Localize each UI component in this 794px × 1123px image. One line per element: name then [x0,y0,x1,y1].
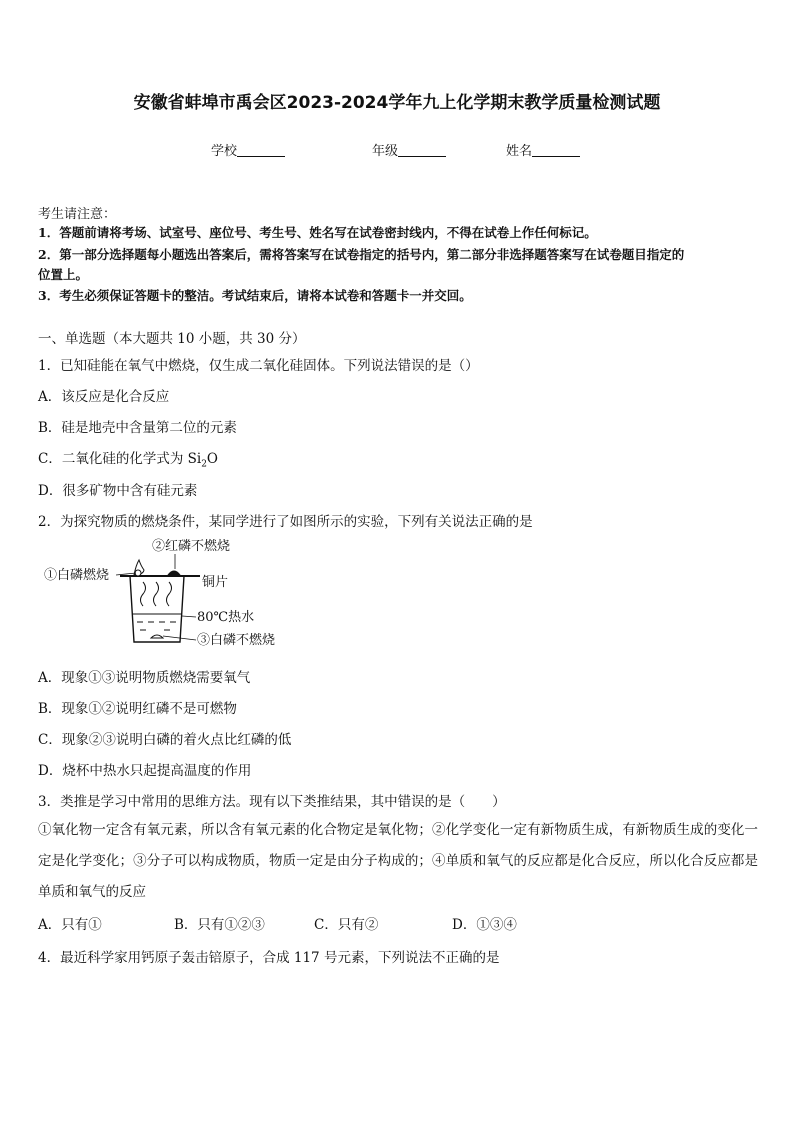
q1-option-d[interactable]: D．很多矿物中含有硅元素 [38,483,198,499]
grade-blank[interactable] [398,143,446,157]
q1-option-c-suffix: O [206,451,218,467]
q2-option-d[interactable]: D．烧杯中热水只起提高温度的作用 [38,763,252,779]
q1-option-c[interactable] [38,447,218,470]
water-dashes [137,622,176,630]
q3-body: ①氧化物一定含有氧元素，所以含有氧元素的化合物定是氧化物；②化学变化一定有新物质生成，有新物质生成的变化一定是化学变化；③分子可以构成物质，物质一定是由分子构成的；④单质和氧气的反应都是化合反应，所以化合反应都是单质和氧气的反应 [38,822,758,900]
name-blank[interactable] [532,143,580,157]
q3-option-a[interactable]: A．只有① [38,917,102,933]
name-field[interactable] [506,140,580,159]
label-hot-water: 80℃热水 [197,610,255,625]
label-white-phosphorus-burning: ①白磷燃烧 [44,568,110,583]
school-field[interactable] [211,140,285,159]
q1-option-c-text: C．二氧化硅的化学式为 Si [38,451,202,467]
name-label: 姓名 [506,144,533,159]
q1-option-c-subscript: 2 [201,459,207,470]
q2-option-b[interactable]: B．现象①②说明红磷不是可燃物 [38,701,237,717]
combustion-experiment-diagram [40,532,300,652]
leader-line-water [182,616,196,617]
q3-option-b[interactable]: B．只有①②③ [174,917,265,933]
school-label: 学校 [211,144,238,159]
label-white-phosphorus-underwater: ③白磷不燃烧 [197,633,276,648]
red-phosphorus [168,571,180,575]
heat-wave-icon [141,582,172,606]
q1-stem: 1．已知硅能在氧气中燃烧，仅生成二氧化硅固体。下列说法错误的是（） [38,358,479,374]
grade-label: 年级 [372,144,399,159]
q1-option-a[interactable]: A．该反应是化合反应 [38,389,170,405]
q2-option-a[interactable]: A．现象①③说明物质燃烧需要氧气 [38,670,251,686]
q3-option-d[interactable]: D．①③④ [452,917,517,933]
q3-stem: 3．类推是学习中常用的思维方法。现有以下类推结果，其中错误的是（ ） [38,794,506,810]
beaker [130,576,184,642]
white-phosphorus-underwater [151,635,163,638]
notice-item-1: 1．答题前请将考场、试室号、座位号、考生号、姓名写在试卷密封线内，不得在试卷上作任何标记。 [38,225,597,240]
notice-item-2: 2．第一部分选择题每小题选出答案后，需将答案写在试卷指定的括号内，第二部分非选择题答案写在试卷题目指定的 [38,247,685,262]
notice-item-3: 3．考生必须保证答题卡的整洁。考试结束后，请将本试卷和答题卡一并交回。 [38,288,472,303]
label-copper-sheet: 铜片 [202,575,229,590]
label-red-phosphorus: ②红磷不燃烧 [152,539,231,554]
q2-option-c[interactable]: C．现象②③说明白磷的着火点比红磷的低 [38,732,292,748]
section-heading: 一、单选题（本大题共 10 小题，共 30 分） [38,331,306,347]
q1-option-b[interactable]: B．硅是地壳中含量第二位的元素 [38,420,237,436]
q2-stem: 2．为探究物质的燃烧条件，某同学进行了如图所示的实验，下列有关说法正确的是 [38,514,533,530]
grade-field[interactable] [372,140,446,159]
q4-stem: 4．最近科学家用钙原子轰击锫原子，合成 117 号元素，下列说法不正确的是 [38,950,500,966]
leader-line-1 [116,573,136,575]
school-blank[interactable] [237,143,285,157]
q3-option-c[interactable]: C．只有② [314,917,379,933]
notice-heading: 考生请注意： [38,207,117,222]
notice-item-2-cont: 位置上。 [38,267,89,282]
page-title: 安徽省蚌埠市禹会区2023-2024学年九上化学期末教学质量检测试题 [133,93,661,113]
